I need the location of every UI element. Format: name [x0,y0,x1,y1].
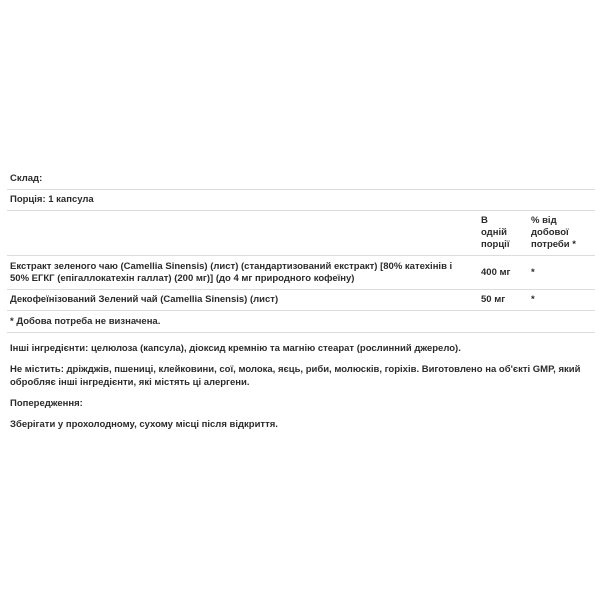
daily-value-footnote: * Добова потреба не визначена. [7,311,595,333]
ingredient-amount: 400 мг [478,256,528,290]
allergen-statement: Не містить: дріжджів, пшениці, клейковини, сої, молока, яєць, риби, молюсків, горіхів. Виготовлено на об'єкті GMP, який обробляє інші інгредієнти, які містять ці алергени. [10,364,581,388]
ingredient-amount: 50 мг [478,290,528,311]
table-row [7,190,595,211]
table-row [7,256,595,290]
storage-instructions: Зберігати у прохолодному, сухому місці після відкриття. [10,419,278,430]
ingredient-name: Екстракт зеленого чаю (Camellia Sinensis) (лист) (стандартизований екстракт) [80% катехінів і 50% ЕГКГ (епігаллокатехін галлат) (200 мг)] (до 4 мг природного кофеїну) [7,256,478,290]
table-row [7,168,595,190]
composition-heading: Склад: [7,168,595,190]
other-ingredients: Інші інгредієнти: целюлоза (капсула), діоксид кремнію та магнію стеарат (рослинний джерело). [10,343,461,354]
table-row [7,290,595,311]
amount-column-header: В одній порції [478,211,528,256]
supplement-facts-table [7,168,595,333]
table-row [7,311,595,333]
warnings-heading: Попередження: [10,398,83,409]
table-header-row [7,211,595,256]
ingredient-daily-value: * [528,256,595,290]
ingredient-daily-value: * [528,290,595,311]
daily-value-column-header: % від добової потреби * [528,211,595,256]
ingredient-name: Декофеїнізований Зелений чай (Camellia Sinensis) (лист) [7,290,478,311]
serving-size: Порція: 1 капсула [7,190,595,211]
